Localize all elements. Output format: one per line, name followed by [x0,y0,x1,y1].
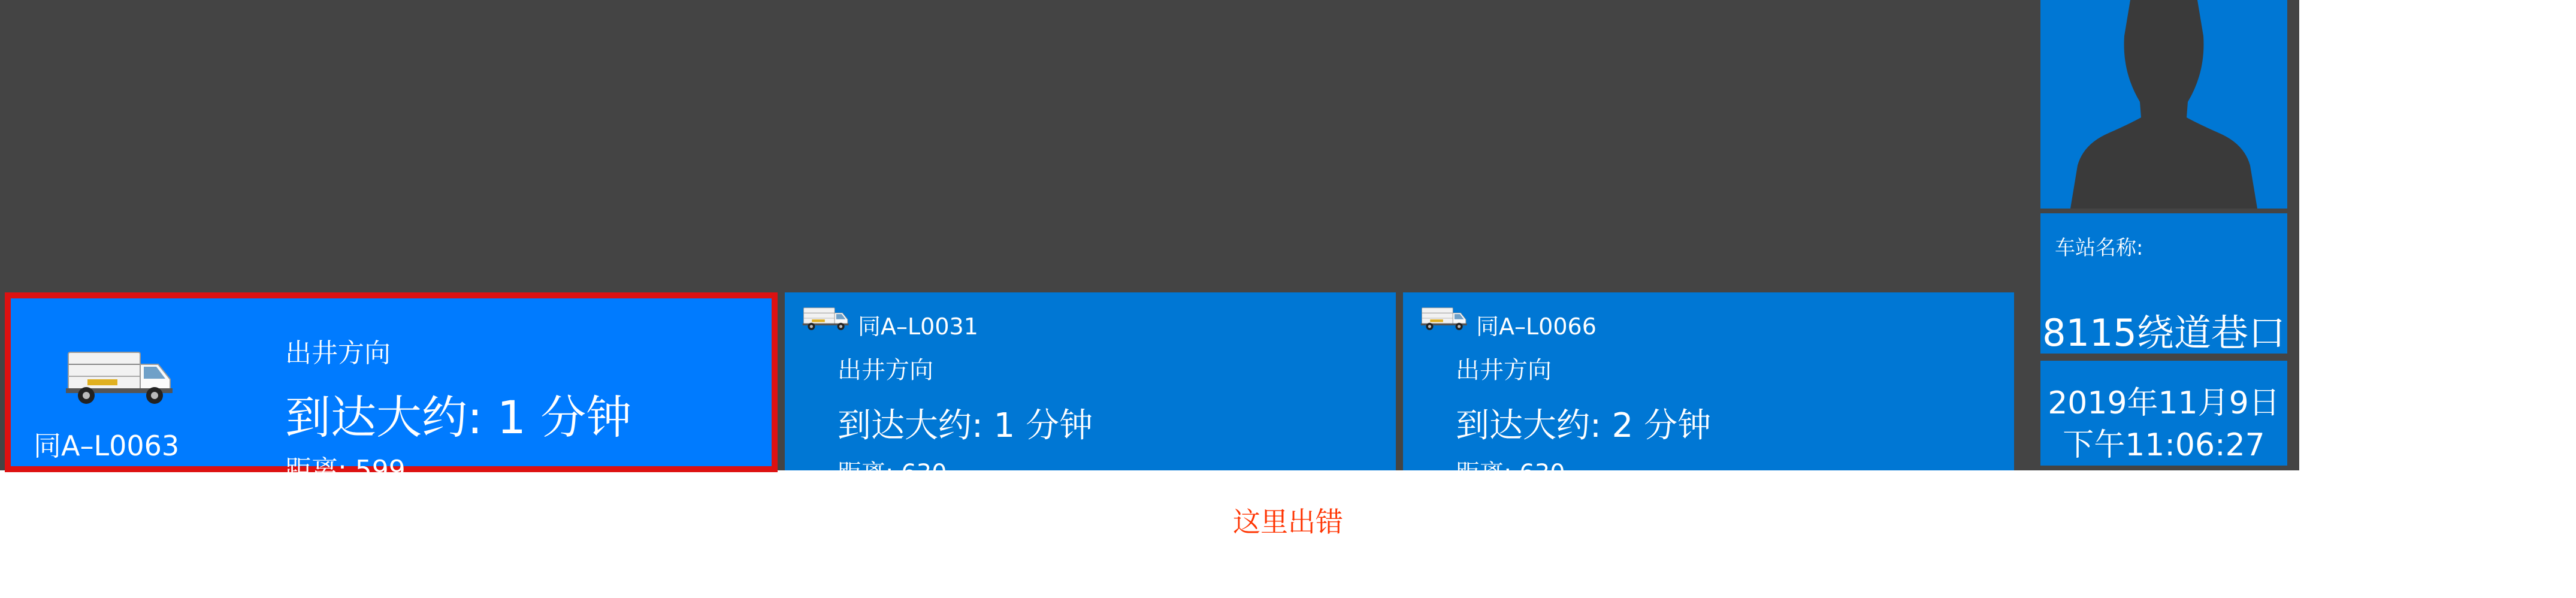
error-annotation: 这里出错 [1233,506,1343,538]
station-panel [2040,213,2287,354]
direction-label: 出井方向 [837,357,933,384]
vehicle-card[interactable] [1403,292,2014,487]
truck-icon [1420,304,1469,332]
vehicle-card[interactable] [785,292,1396,487]
avatar [2040,0,2287,209]
current-time: 下午11:06:27 [2063,427,2265,463]
user-silhouette-icon [2040,0,2287,209]
vehicle-plate: 同A–L0031 [858,313,978,340]
arrival-time: 到达大约: 2 分钟 [1456,406,1712,445]
vehicle-plate: 同A–L0066 [1476,313,1597,340]
station-label: 车站名称: [2055,236,2143,260]
current-date: 2019年11月9日 [2048,385,2280,421]
truck-icon [64,346,177,406]
station-name: 8115绕道巷口 [2042,311,2285,355]
datetime-panel [2040,361,2287,466]
vehicle-plate: 同A–L0063 [34,430,180,462]
truck-icon [802,304,851,332]
distance-label: 距离: 630 [1456,460,1565,487]
arrival-time: 到达大约: 1 分钟 [285,391,632,444]
direction-label: 出井方向 [1456,357,1552,384]
vehicle-card[interactable] [5,292,778,485]
distance-label: 距离: 630 [837,460,947,487]
direction-label: 出井方向 [285,338,391,369]
arrival-time: 到达大约: 1 分钟 [837,406,1093,445]
distance-label: 距离: 599 [285,455,406,485]
